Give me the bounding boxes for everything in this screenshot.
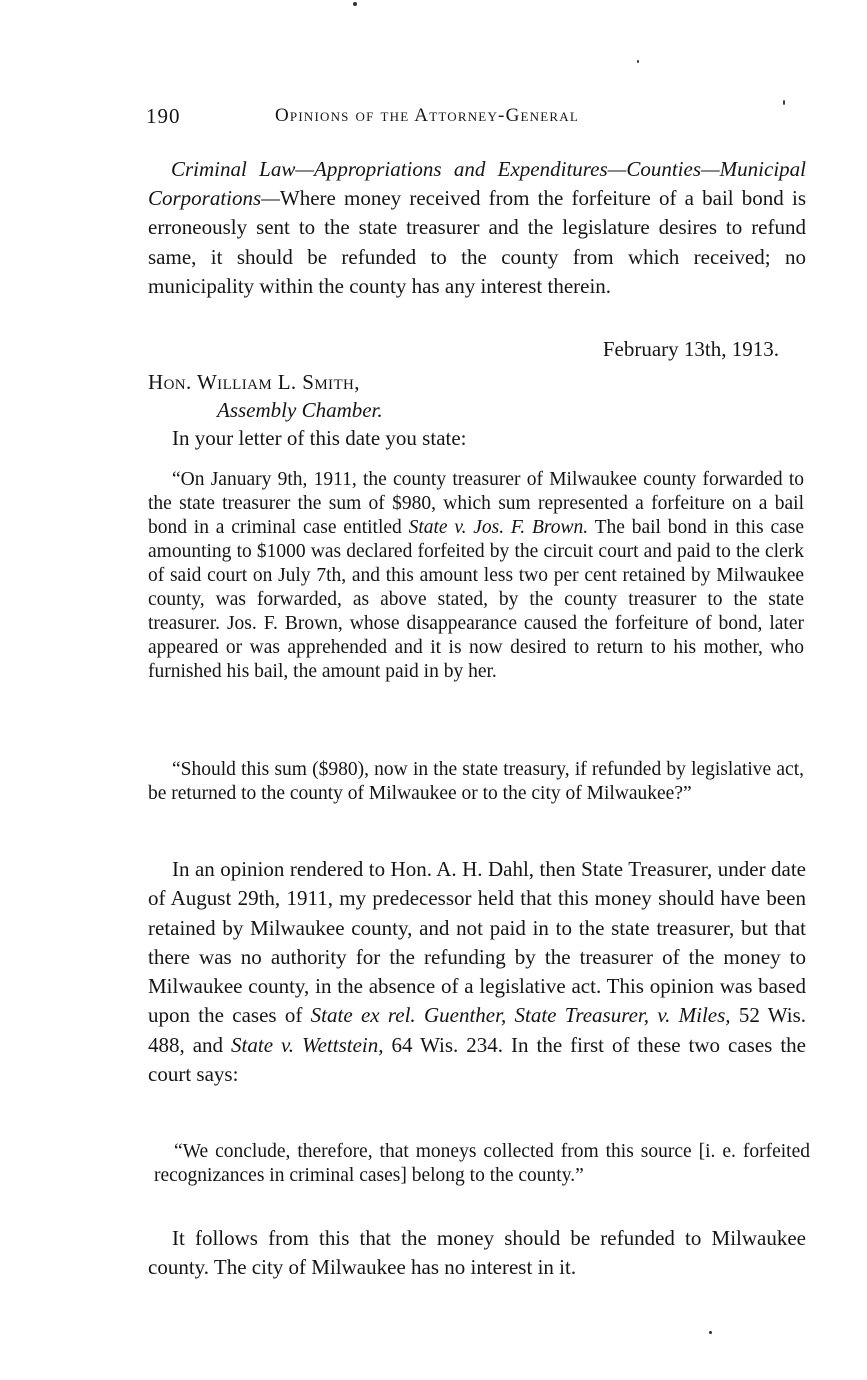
opinion-case-2: State v. Wettstein, (231, 1032, 384, 1057)
print-speck (637, 60, 639, 63)
print-speck (783, 100, 785, 105)
opinion-paragraph (148, 855, 806, 1089)
opinion-text-1: In an opinion rendered to Hon. A. H. Dahl, then State Treasurer, under date of August 29th, 1911, my predecessor held that this money should have been retained by Milwaukee county, and not paid in to the state treasurer, but that there was no authority for the refunding by the treasurer of the money to Milwaukee county, in the absence of a legislative act. This opinion was based upon the cases of (148, 857, 806, 1028)
quoted-question-paragraph: “Should this sum ($980), now in the state treasury, if refunded by legislative act, be returned to the county of Milwaukee or to the city of Milwaukee?” (148, 759, 804, 804)
headnote-paragraph (148, 155, 806, 301)
conclusion-paragraph: It follows from this that the money should be refunded to Milwaukee county. The city of Milwaukee has no interest in it. (148, 1226, 806, 1280)
court-quote-paragraph: “We conclude, therefore, that moneys collected from this source [i. e. forfeited recognizances in criminal cases] belong to the county.” (154, 1141, 810, 1186)
running-title: Opinions of the Attorney-General (275, 105, 579, 126)
opinion-text-3: 64 Wis. 234. In the first of these two cases the court says: (148, 1032, 806, 1087)
letter-date: February 13th, 1913. (602, 337, 779, 361)
quote-text-before-case: “On January 9th, 1911, the county treasurer of Milwaukee county forwarded to the state treasurer the sum of $980, which sum represented a forfeiture on a bail bond in a criminal case entitled (148, 469, 804, 538)
headnote-topics: Criminal Law—Appropriations and Expenditures—Counties—Municipal Corporations— (148, 157, 806, 211)
quoted-letter-paragraph (148, 468, 804, 684)
opinion-text-2: 52 Wis. 488, and (148, 1003, 807, 1057)
letter-place: Assembly Chamber. (217, 398, 383, 422)
letter-addressee: Hon. William L. Smith, (148, 370, 360, 394)
opinion-case-1: State ex rel. Guenther, State Treasurer, v. Miles, (310, 1003, 731, 1028)
headnote-summary: Where money received from the forfeiture of a bail bond is erroneously sent to the state treasurer and the legislature desires to refund same, it should be refunded to the county from which received; no municipality within the county has any interest therein. (148, 186, 806, 298)
letter-salutation: In your letter of this date you state: (172, 426, 467, 450)
print-speck (709, 1331, 712, 1334)
quote-case-title: State v. Jos. F. Brown. (408, 517, 589, 538)
quote-text-after-case: The bail bond in this case amounting to $1000 was declared forfeited by the circuit court and paid to the clerk of said court on July 7th, and this amount less two per cent retained by Milwaukee county, was forwarded, as above stated, by the county treasurer to the state treasurer. Jos. F. Brown, whose disappearance caused the forfeiture of bond, later appeared or was apprehended and it is now desired to return to his mother, who furnished his bail, the amount paid in by her. (148, 517, 804, 682)
page-header (146, 104, 666, 134)
print-speck (353, 2, 357, 6)
page-number: 190 (146, 104, 181, 128)
